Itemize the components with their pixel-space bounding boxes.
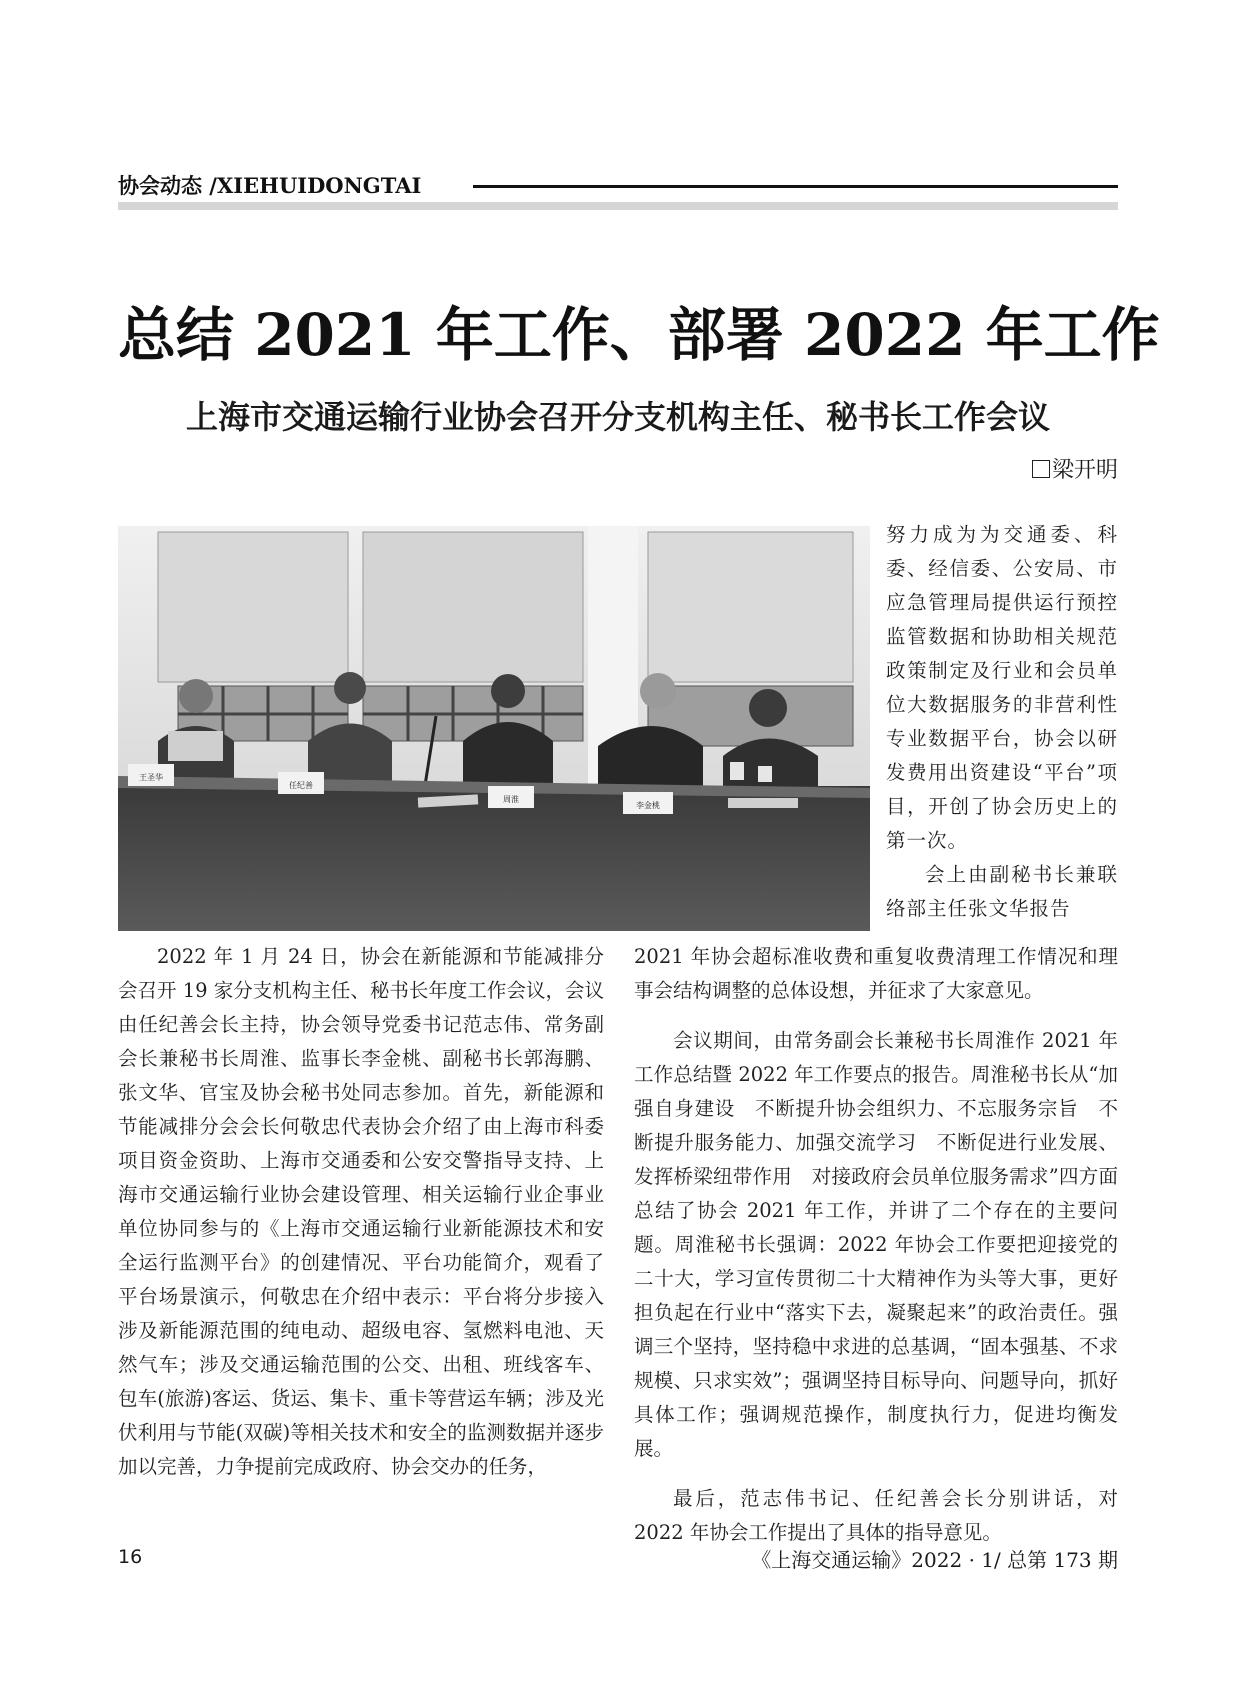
page-number: 16 xyxy=(118,1546,143,1568)
author-name: 梁开明 xyxy=(1051,458,1118,483)
section-label: 协会动态 /XIEHUIDONGTAI xyxy=(118,173,422,198)
right-column xyxy=(634,940,1118,1550)
window-blind xyxy=(648,532,853,682)
name-card-label: 王圣华 xyxy=(139,773,163,782)
name-card-label: 任纪善 xyxy=(289,781,313,790)
window-blind xyxy=(363,532,583,682)
name-card-3 xyxy=(623,792,673,814)
article-subtitle: 上海市交通运输行业协会召开分支机构主任、秘书长工作会议 xyxy=(185,398,1050,436)
paragraph-1-continued: 努力成为为交通委、科委、经信委、公安局、市应急管理局提供运行预控监管数据和协助相关规范政策制定及行业和会员单位大数据服务的非营利性专业数据平台，协会以研发费用出资建设“平台”项目，开创了协会历史上的第一次。 xyxy=(886,523,1118,852)
byline-box xyxy=(1032,460,1050,478)
window-blind xyxy=(158,532,348,682)
name-card-1 xyxy=(278,772,324,794)
paragraph-4: 最后，范志伟书记、任纪善会长分别讲话，对 2022 年协会工作提出了具体的指导意见。 xyxy=(634,1487,1118,1544)
name-card-label: 周淮 xyxy=(503,795,519,804)
name-card-0 xyxy=(128,764,174,786)
left-column xyxy=(118,940,604,1484)
name-card-2 xyxy=(488,786,534,808)
paragraph-2-continued: 2021 年协会超标准收费和重复收费清理工作情况和理事会结构调整的总体设想，并征求了大家意见。 xyxy=(634,945,1118,1002)
section-header xyxy=(118,170,1118,200)
name-card-label: 李金桃 xyxy=(636,801,660,810)
paragraph-2-start: 会上由副秘书长兼联络部主任张文华报告 xyxy=(886,863,1118,920)
paragraph-1: 2022 年 1 月 24 日，协会在新能源和节能减排分会召开 19 家分支机构主任、秘书长年度工作会议，会议由任纪善会长主持，协会领导党委书记范志伟、常务副会长兼秘书长周淮、监事长李金桃、副秘书长郭海鹏、张文华、官宝及协会秘书处同志参加。首先，新能源和节能减排分会会长何敬忠代表协会介绍了由上海市科委项目资金资助、上海市交通委和公安交警指导支持、上海市交通运输行业协会建设管理、相关运输行业企事业单位协同参与的《上海市交通运输行业新能源技术和安全运行监测平台》的创建情况、平台功能简介，观看了平台场景演示，何敬忠在介绍中表示：平台将分步接入涉及新能源范围的纯电动、超级电容、氢燃料电池、天然气车；涉及交通运输范围的公交、出租、班线客车、包车(旅游)客运、货运、集卡、重卡等营运车辆；涉及光伏利用与节能(双碳)等相关技术和安全的监测数据并逐步加以完善，力争提前完成政府、协会交办的任务， xyxy=(118,945,604,1478)
column-beside-photo xyxy=(886,518,1118,926)
author-byline xyxy=(1032,456,1118,486)
paragraph-3: 会议期间，由常务副会长兼秘书长周淮作 2021 年工作总结暨 2022 年工作要点的报告。周淮秘书长从“加强自身建设 不断提升协会组织力、不忘服务宗旨 不断提升服务能力、加强交流学习 不断促进行业发展、发挥桥梁纽带作用 对接政府会员单位服务需求”四方面总结了协会 2021 年工作，并讲了二个存在的主要问题。周淮秘书长强调：2022 年协会工作要把迎接党的二十大，学习宣传贯彻二十大精神作为头等大事，更好担负起在行业中“落实下去，凝聚起来”的政治责任。强调三个坚持，坚持稳中求进的总基调，“固本强基、不求规模、只求实效”；强调坚持目标导向、问题导向，抓好具体工作；强调规范操作，制度执行力，促进均衡发展。 xyxy=(634,1029,1118,1460)
meeting-photo xyxy=(118,526,870,931)
article-title: 总结 2021 年工作、部署 2022 年工作 xyxy=(118,301,1160,369)
header-band xyxy=(118,202,1118,210)
section-rule xyxy=(473,185,1118,188)
journal-info: 《上海交通运输》2022 · 1/ 总第 173 期 xyxy=(751,1548,1118,1572)
